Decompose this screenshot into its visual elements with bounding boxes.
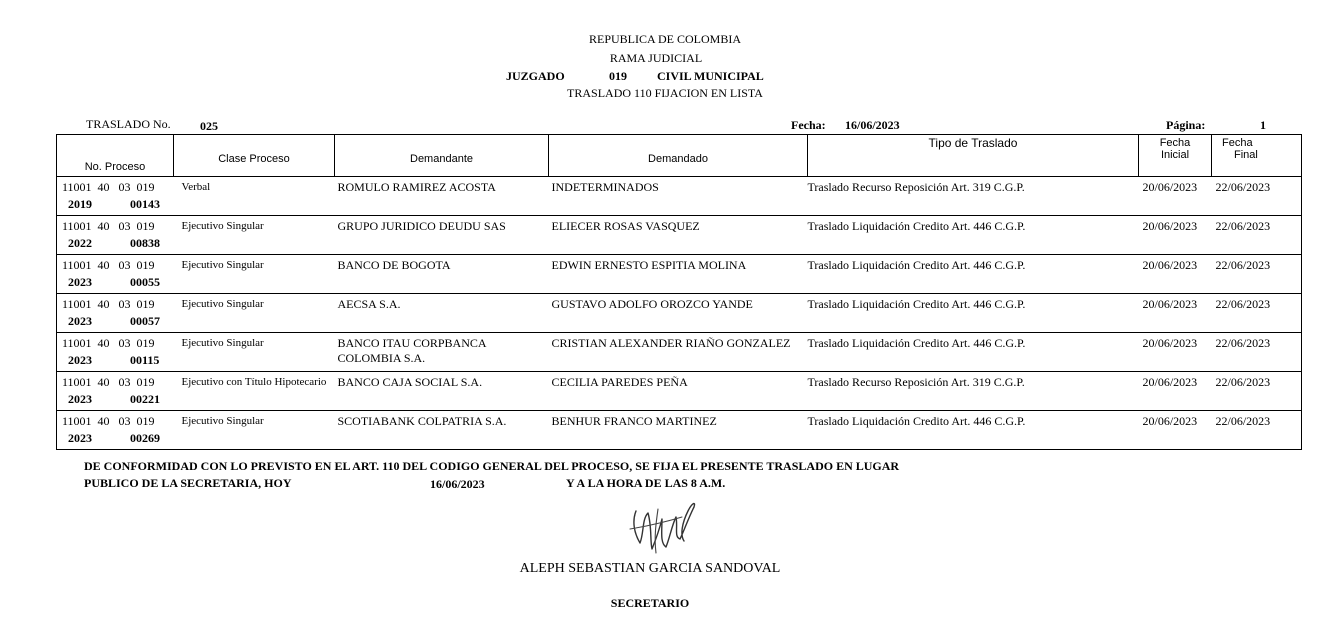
cell-demandado: CECILIA PAREDES PEÑA	[549, 372, 808, 411]
cell-proceso	[57, 255, 174, 294]
signature-image	[622, 497, 706, 559]
signer-title: SECRETARIO	[610, 596, 690, 610]
cell-proceso	[57, 372, 174, 411]
cell-tipo: Traslado Liquidación Credito Art. 446 C.G.P.	[808, 294, 1139, 333]
col-header-fecha-inicial-1: Fecha	[1159, 137, 1191, 149]
traslado-table	[56, 134, 1302, 450]
proceso-code: 11001 40 03 019	[62, 375, 155, 389]
cell-tipo: Traslado Recurso Reposición Art. 319 C.G.P.	[808, 372, 1139, 411]
cell-tipo: Traslado Liquidación Credito Art. 446 C.G.P.	[808, 411, 1139, 450]
proceso-number: 00838	[130, 236, 160, 250]
cell-demandante: BANCO DE BOGOTA	[335, 255, 549, 294]
table-row	[57, 177, 1302, 216]
col-header-demandado: Demandado	[549, 135, 808, 177]
proceso-year: 2022	[68, 236, 92, 250]
cell-proceso	[57, 411, 174, 450]
cell-demandado: BENHUR FRANCO MARTINEZ	[549, 411, 808, 450]
table-row	[57, 255, 1302, 294]
cell-demandado: INDETERMINADOS	[549, 177, 808, 216]
col-header-fecha-final	[1212, 135, 1302, 177]
proceso-code: 11001 40 03 019	[62, 180, 155, 194]
cell-fecha-inicial: 20/06/2023	[1139, 255, 1212, 294]
fecha-label: Fecha:	[791, 118, 826, 132]
proceso-year-number	[62, 275, 174, 290]
proceso-year: 2023	[68, 431, 92, 445]
proceso-code: 11001 40 03 019	[62, 258, 155, 272]
footer-hora: Y A LA HORA DE LAS 8 A.M.	[566, 476, 726, 490]
cell-tipo: Traslado Liquidación Credito Art. 446 C.G.P.	[808, 216, 1139, 255]
proceso-code: 11001 40 03 019	[62, 414, 155, 428]
cell-proceso	[57, 294, 174, 333]
header-republica: REPUBLICA DE COLOMBIA	[588, 32, 742, 46]
cell-clase: Ejecutivo con Título Hipotecario	[174, 372, 335, 411]
cell-fecha-final: 22/06/2023	[1212, 255, 1302, 294]
proceso-year-number	[62, 431, 174, 446]
cell-demandado: EDWIN ERNESTO ESPITIA MOLINA	[549, 255, 808, 294]
cell-proceso	[57, 333, 174, 372]
cell-demandante: BANCO ITAU CORPBANCA COLOMBIA S.A.	[335, 333, 549, 372]
cell-fecha-final: 22/06/2023	[1212, 177, 1302, 216]
col-header-fecha-final-1: Fecha	[1222, 137, 1253, 149]
cell-demandado: ELIECER ROSAS VASQUEZ	[549, 216, 808, 255]
cell-clase: Ejecutivo Singular	[174, 333, 335, 372]
cell-demandado: CRISTIAN ALEXANDER RIAÑO GONZALEZ	[549, 333, 808, 372]
cell-fecha-final: 22/06/2023	[1212, 216, 1302, 255]
cell-demandante: AECSA S.A.	[335, 294, 549, 333]
table-row	[57, 294, 1302, 333]
footer-legal-line2: PUBLICO DE LA SECRETARIA, HOY	[84, 476, 292, 490]
cell-clase: Verbal	[174, 177, 335, 216]
header-juzgado-label: JUZGADO	[506, 69, 565, 83]
col-header-fecha-inicial-2: Inicial	[1160, 149, 1190, 161]
cell-fecha-inicial: 20/06/2023	[1139, 177, 1212, 216]
proceso-code: 11001 40 03 019	[62, 336, 155, 350]
proceso-year: 2019	[68, 197, 92, 211]
fecha-value: 16/06/2023	[845, 118, 900, 132]
cell-fecha-inicial: 20/06/2023	[1139, 294, 1212, 333]
cell-fecha-final: 22/06/2023	[1212, 333, 1302, 372]
proceso-year-number	[62, 392, 174, 407]
proceso-year: 2023	[68, 314, 92, 328]
proceso-code: 11001 40 03 019	[62, 297, 155, 311]
cell-tipo: Traslado Liquidación Credito Art. 446 C.G.P.	[808, 333, 1139, 372]
col-header-fecha-final-2: Final	[1234, 149, 1258, 161]
traslado-label: TRASLADO No.	[86, 117, 171, 131]
table-header-row	[57, 135, 1302, 177]
cell-demandante: SCOTIABANK COLPATRIA S.A.	[335, 411, 549, 450]
col-header-proceso: No. Proceso	[57, 135, 174, 177]
proceso-number: 00115	[130, 353, 160, 367]
table-row	[57, 333, 1302, 372]
signer-name: ALEPH SEBASTIAN GARCIA SANDOVAL	[519, 561, 781, 576]
proceso-year: 2023	[68, 275, 92, 289]
cell-proceso	[57, 177, 174, 216]
cell-tipo: Traslado Liquidación Credito Art. 446 C.G.P.	[808, 255, 1139, 294]
cell-demandante: BANCO CAJA SOCIAL S.A.	[335, 372, 549, 411]
proceso-year-number	[62, 197, 174, 212]
col-header-fecha-inicial	[1139, 135, 1212, 177]
cell-clase: Ejecutivo Singular	[174, 216, 335, 255]
cell-clase: Ejecutivo Singular	[174, 411, 335, 450]
col-header-tipo: Tipo de Traslado	[808, 135, 1139, 177]
cell-fecha-final: 22/06/2023	[1212, 372, 1302, 411]
proceso-year: 2023	[68, 353, 92, 367]
header-rama: RAMA JUDICIAL	[609, 51, 703, 65]
header-juzgado-type: CIVIL MUNICIPAL	[657, 69, 764, 83]
cell-fecha-inicial: 20/06/2023	[1139, 216, 1212, 255]
cell-fecha-final: 22/06/2023	[1212, 294, 1302, 333]
proceso-year-number	[62, 314, 174, 329]
cell-demandado: GUSTAVO ADOLFO OROZCO YANDE	[549, 294, 808, 333]
pagina-label: Página:	[1166, 118, 1206, 132]
cell-fecha-final: 22/06/2023	[1212, 411, 1302, 450]
cell-demandante: GRUPO JURIDICO DEUDU SAS	[335, 216, 549, 255]
cell-fecha-inicial: 20/06/2023	[1139, 372, 1212, 411]
cell-fecha-inicial: 20/06/2023	[1139, 333, 1212, 372]
header-juzgado-number: 019	[609, 69, 627, 83]
proceso-year: 2023	[68, 392, 92, 406]
footer-date: 16/06/2023	[430, 477, 485, 491]
cell-fecha-inicial: 20/06/2023	[1139, 411, 1212, 450]
table-row	[57, 411, 1302, 450]
proceso-code: 11001 40 03 019	[62, 219, 155, 233]
cell-proceso	[57, 216, 174, 255]
table-row	[57, 216, 1302, 255]
cell-demandante: ROMULO RAMIREZ ACOSTA	[335, 177, 549, 216]
proceso-year-number	[62, 353, 174, 368]
col-header-clase: Clase Proceso	[174, 135, 335, 177]
col-header-demandante: Demandante	[335, 135, 549, 177]
proceso-number: 00269	[130, 431, 160, 445]
proceso-year-number	[62, 236, 174, 251]
proceso-number: 00057	[130, 314, 160, 328]
cell-tipo: Traslado Recurso Reposición Art. 319 C.G.P.	[808, 177, 1139, 216]
proceso-number: 00143	[130, 197, 160, 211]
cell-clase: Ejecutivo Singular	[174, 255, 335, 294]
header-traslado-fijacion: TRASLADO 110 FIJACION EN LISTA	[567, 86, 763, 100]
proceso-number: 00221	[130, 392, 160, 406]
cell-clase: Ejecutivo Singular	[174, 294, 335, 333]
traslado-number: 025	[200, 119, 218, 133]
proceso-number: 00055	[130, 275, 160, 289]
table-row	[57, 372, 1302, 411]
footer-legal-line1: DE CONFORMIDAD CON LO PREVISTO EN EL ART. 110 DEL CODIGO GENERAL DEL PROCESO, SE FIJA EL PRESENTE TRASLADO EN LUGAR	[84, 459, 900, 473]
pagina-value: 1	[1260, 118, 1266, 132]
